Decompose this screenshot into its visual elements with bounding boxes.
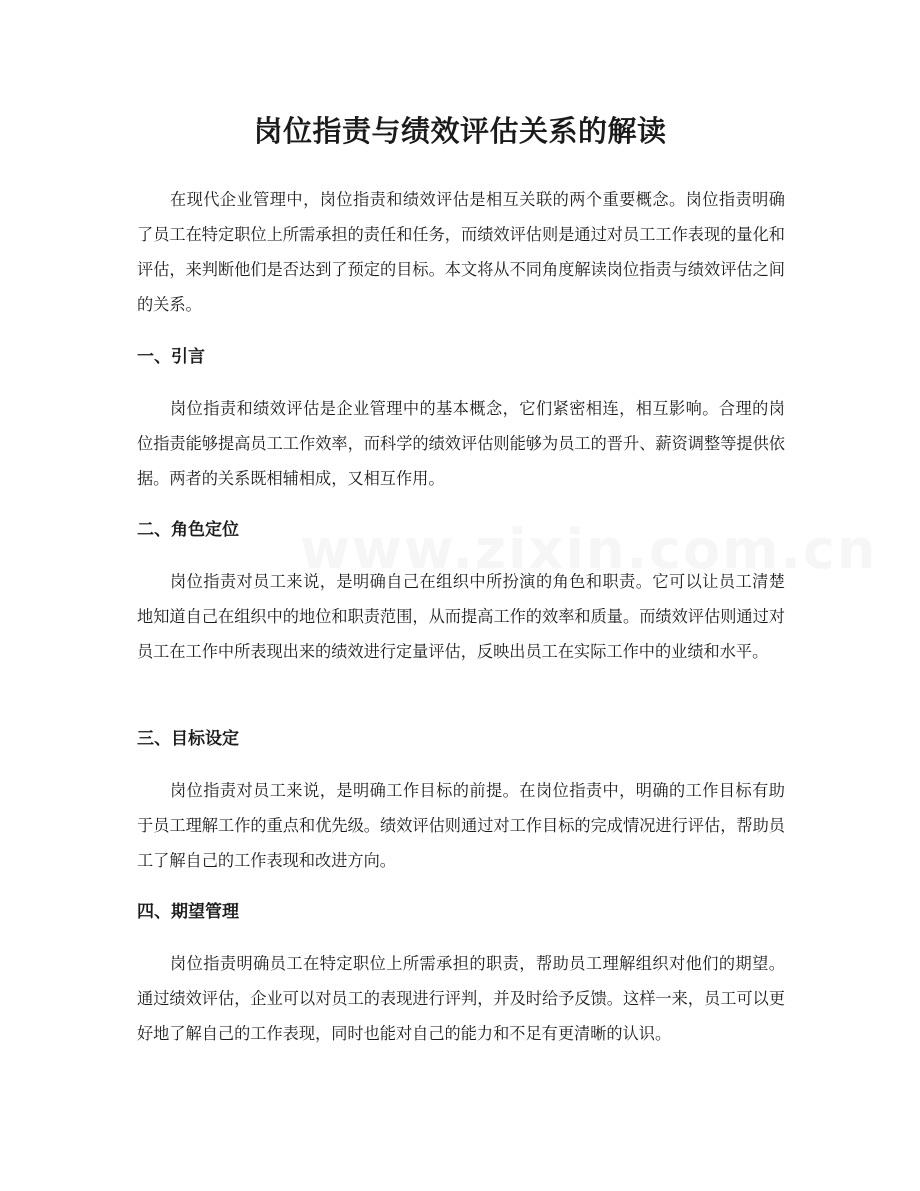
section-paragraph-goals: 岗位指责对员工来说，是明确工作目标的前提。在岗位指责中，明确的工作目标有助于员工理解工作的重点和优先级。绩效评估则通过对工作目标的完成情况进行评估，帮助员工了解自己的工作表现和改进方向。 [137,781,785,870]
section-heading-introduction: 一、引言 [137,347,205,367]
section-paragraph-expectations: 岗位指责明确员工在特定职位上所需承担的职责，帮助员工理解组织对他们的期望。通过绩效评估，企业可以对员工的表现进行评判，并及时给予反馈。这样一来，员工可以更好地了解自己的工作表现，同时也能对自己的能力和不足有更清晰的认识。 [137,954,785,1043]
section-heading-expectations: 四、期望管理 [137,902,239,922]
document-title: 岗位指责与绩效评估关系的解读 [253,114,667,148]
section-paragraph-role: 岗位指责对员工来说，是明确自己在组织中所扮演的角色和职责。它可以让员工清楚地知道自己在组织中的地位和职责范围，从而提高工作的效率和质量。而绩效评估则通过对员工在工作中所表现出来的绩效进行定量评估，反映出员工在实际工作中的业绩和水平。 [137,572,785,661]
intro-paragraph: 在现代企业管理中，岗位指责和绩效评估是相互关联的两个重要概念。岗位指责明确了员工在特定职位上所需承担的责任和任务，而绩效评估则是通过对员工工作表现的量化和评估，来判断他们是否达到了预定的目标。本文将从不同角度解读岗位指责与绩效评估之间的关系。 [137,190,785,314]
section-heading-goals: 三、目标设定 [137,729,239,749]
section-heading-role: 二、角色定位 [137,520,239,540]
section-paragraph-introduction: 岗位指责和绩效评估是企业管理中的基本概念，它们紧密相连，相互影响。合理的岗位指责能够提高员工工作效率，而科学的绩效评估则能够为员工的晋升、薪资调整等提供依据。两者的关系既相辅相成，又相互作用。 [137,399,785,488]
